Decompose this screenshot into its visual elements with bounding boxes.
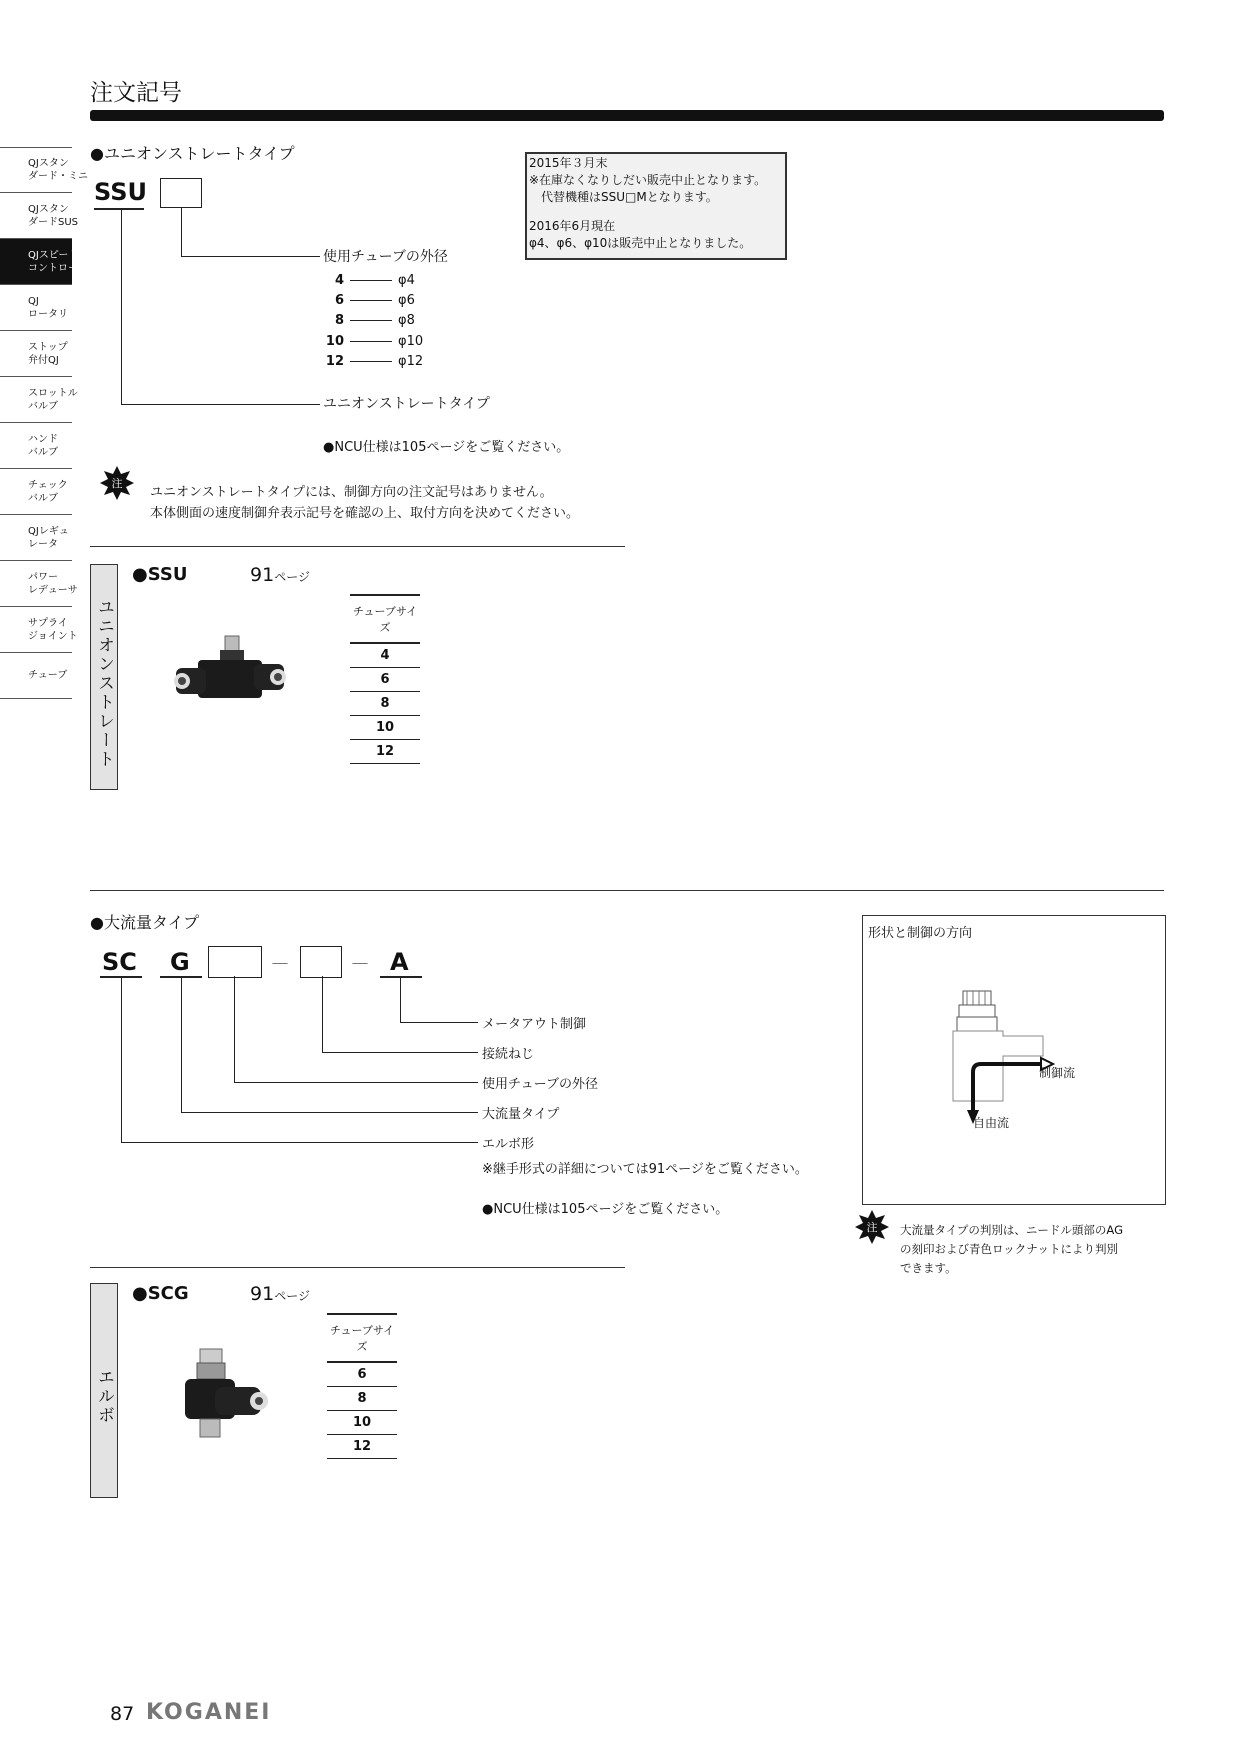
flow-direction-box [862, 915, 1166, 1205]
section-divider [90, 890, 1164, 891]
ssu-option-10: 10 φ10 [325, 334, 424, 349]
scg-fitting-note: ※継手形式の詳細については91ページをご覧ください。 [482, 1162, 808, 1177]
scg-label-thread: 接続ねじ [482, 1047, 535, 1062]
ssu-ncu-note: ●NCU仕様は105ページをご覧ください。 [323, 440, 570, 455]
ssu-type-label: ユニオンストレートタイプ [323, 396, 490, 412]
ssu-tube-label: 使用チューブの外径 [323, 249, 448, 265]
notice-line: 2015年３月末 [529, 156, 608, 170]
sidebar-item-qj-regulator[interactable]: QJレギュ レータ [0, 515, 72, 561]
notice-line: 2016年6月現在 [529, 219, 616, 233]
ssu-option-8: 8 φ8 [334, 313, 415, 328]
connector-line [400, 978, 401, 1023]
connector-line [121, 404, 320, 405]
title-rule [90, 110, 1164, 121]
ssu-option-12: 12 φ12 [325, 354, 424, 369]
ssu-size-table [350, 594, 420, 764]
sidebar-item-check-valve[interactable]: チェック バルブ [0, 469, 72, 515]
sidebar-item-qj-standard-mini[interactable]: QJスタン ダード・ミニ [0, 147, 72, 193]
product-ssu-page-ref[interactable]: 91ページ [250, 564, 310, 586]
table-header: チューブサイズ [327, 1314, 397, 1362]
table-row: 10 [350, 716, 420, 740]
product-ssu-name: ●SSU [132, 564, 188, 585]
sidebar-item-throttle-valve[interactable]: スロットル バルブ [0, 377, 72, 423]
connector-line [181, 978, 182, 1113]
table-row: 4 [350, 643, 420, 668]
scg-dash: － [350, 952, 370, 976]
connector-line [121, 978, 122, 1143]
sidebar-item-qj-rotary[interactable]: QJ ロータリ [0, 285, 72, 331]
sidebar-item-power-reducer[interactable]: パワー レデューサ [0, 561, 72, 607]
flow-title: 形状と制御の方向 [868, 926, 973, 941]
brand-logo: KOGANEI [146, 1700, 272, 1725]
connector-line [322, 1052, 478, 1053]
page-number: 87 [110, 1703, 135, 1725]
category-tab-elbow: エルボ [90, 1283, 118, 1498]
sidebar-item-tube[interactable]: チューブ [0, 653, 72, 699]
sidebar-item-supply-joint[interactable]: サプライ ジョイント [0, 607, 72, 653]
scg-product-image [175, 1345, 275, 1445]
connector-line [181, 256, 320, 257]
section-divider [90, 546, 625, 547]
scg-label-elbow: エルボ形 [482, 1137, 535, 1152]
notice-line: 代替機種はSSU□Mとなります。 [529, 190, 718, 204]
table-row: 8 [327, 1387, 397, 1411]
scg-tube-box [208, 946, 262, 978]
scg-code-underline [380, 976, 422, 978]
ssu-note-line2: 本体側面の速度制御弁表示記号を確認の上、取付方向を決めてください。 [150, 506, 580, 521]
ssu-code-underline [94, 208, 144, 210]
svg-text:注: 注 [866, 1221, 878, 1234]
notice-line: ※在庫なくなりしだい販売中止となります。 [529, 173, 767, 187]
flow-diagram [923, 986, 1083, 1126]
section-divider [90, 1267, 625, 1268]
page-title: 注文記号 [90, 80, 182, 106]
caution-note-icon [855, 1210, 889, 1244]
scg-label-high-flow: 大流量タイプ [482, 1107, 560, 1122]
table-row: 12 [327, 1435, 397, 1459]
caution-note-icon [100, 466, 134, 500]
connector-line [234, 1082, 478, 1083]
table-row: 12 [350, 740, 420, 764]
ssu-note-line1: ユニオンストレートタイプには、制御方向の注文記号はありません。 [150, 485, 553, 500]
sidebar-item-qj-standard-sus[interactable]: QJスタン ダードSUS [0, 193, 72, 239]
connector-line [121, 1142, 478, 1143]
ssu-code-box [160, 178, 202, 208]
ssu-product-image [170, 630, 290, 730]
sidebar-item-stop-valve-qj[interactable]: ストップ 弁付QJ [0, 331, 72, 377]
notice-line: φ4、φ6、φ10は販売中止となりました。 [529, 236, 752, 250]
scg-dash: － [270, 952, 290, 976]
product-scg-name: ●SCG [132, 1283, 189, 1304]
ssu-option-4: 4 φ4 [334, 273, 415, 288]
scg-ncu-note: ●NCU仕様は105ページをご覧ください。 [482, 1202, 729, 1217]
control-flow-label: 制御流 [1039, 1066, 1076, 1080]
scg-thread-box [300, 946, 342, 978]
flow-note [900, 1221, 1123, 1278]
sidebar-item-hand-valve[interactable]: ハンド バルブ [0, 423, 72, 469]
table-header: チューブサイズ [350, 595, 420, 643]
ssu-code: SSU [94, 178, 147, 206]
discontinuation-notice [525, 152, 787, 260]
connector-line [234, 976, 235, 1083]
ssu-option-6: 6 φ6 [334, 293, 415, 308]
scg-size-table [327, 1313, 397, 1459]
product-scg-page-ref[interactable]: 91ページ [250, 1283, 310, 1305]
connector-line [121, 210, 122, 405]
scg-label-tube: 使用チューブの外径 [482, 1077, 598, 1092]
connector-line [322, 976, 323, 1053]
flow-note-line: の刻印および青色ロックナットにより判別 [900, 1242, 1119, 1256]
connector-line [400, 1022, 478, 1023]
table-row: 6 [350, 668, 420, 692]
flow-note-line: 大流量タイプの判別は、ニードル頭部のAG [900, 1223, 1123, 1237]
table-row: 6 [327, 1362, 397, 1387]
table-row: 10 [327, 1411, 397, 1435]
scg-label-meter-out: メータアウト制御 [482, 1017, 587, 1032]
connector-line [181, 208, 182, 257]
scg-code-g: G [170, 948, 190, 976]
scg-heading: ●大流量タイプ [90, 913, 200, 932]
free-flow-label: 自由流 [973, 1116, 1010, 1130]
svg-text:注: 注 [111, 477, 123, 490]
connector-line [181, 1112, 478, 1113]
ssu-heading: ●ユニオンストレートタイプ [90, 144, 295, 163]
scg-code-a: A [390, 948, 409, 976]
scg-code-sc: SC [102, 948, 137, 976]
sidebar-item-qj-speed-controller[interactable]: QJスピード コントローラ [0, 239, 72, 285]
table-row: 8 [350, 692, 420, 716]
category-tab-union-straight: ユニオンストレート [90, 564, 118, 790]
sidebar [0, 147, 88, 699]
flow-note-line: できます。 [900, 1261, 957, 1275]
